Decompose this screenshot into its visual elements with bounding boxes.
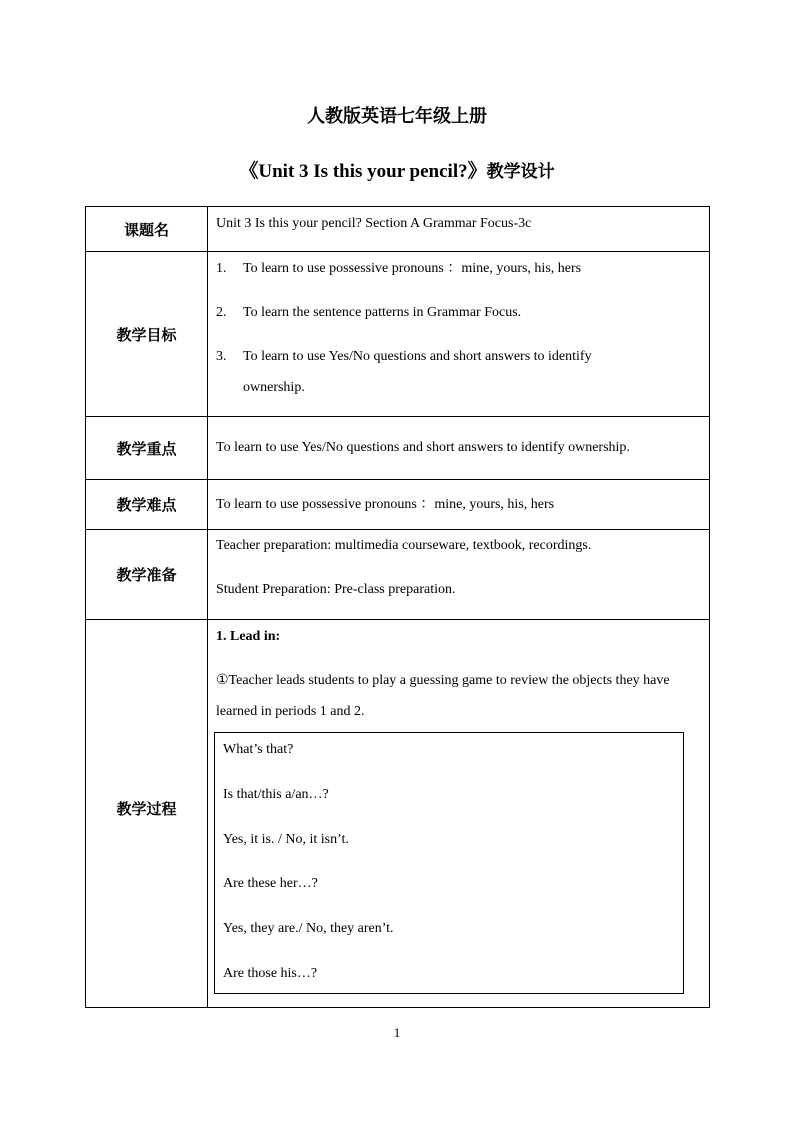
label-process: 教学过程	[86, 620, 208, 1008]
process-intro: ①Teacher leads students to play a guessing game to review the objects they have learned in periods 1 and 2.	[216, 673, 670, 719]
page-number: 1	[393, 1025, 401, 1040]
lesson-plan-table	[85, 206, 710, 1008]
teacher-preparation: Teacher preparation: multimedia courseware, textbook, recordings.	[216, 538, 592, 553]
key-points-text: To learn to use Yes/No questions and short answers to identify ownership.	[216, 440, 630, 455]
dialogue-box	[214, 732, 684, 994]
document-subtitle	[0, 158, 794, 186]
objective-item: 3. To learn to use Yes/No questions and short answers to identify ownership.	[216, 349, 592, 395]
row-objectives	[86, 252, 710, 417]
subtitle-chinese: 教学设计	[486, 162, 555, 182]
dialogue-line: Are those his…?	[223, 965, 318, 981]
row-preparation	[86, 530, 710, 620]
dialogue-line: Are these her…?	[223, 876, 318, 892]
row-key-points	[86, 417, 710, 480]
label-topic: 课题名	[86, 207, 208, 252]
dialogue-line: Yes, they are./ No, they aren’t.	[223, 921, 394, 937]
topic-text: Unit 3 Is this your pencil? Section A Grammar Focus-3c	[216, 216, 532, 231]
dialogue-line: Yes, it is. / No, it isn’t.	[223, 831, 349, 847]
row-difficulties	[86, 480, 710, 530]
row-topic	[86, 207, 710, 252]
subtitle-english: 《Unit 3 Is this your pencil?》	[239, 161, 487, 182]
objective-item: 2. To learn the sentence patterns in Grammar Focus.	[216, 305, 522, 320]
process-heading: 1. Lead in:	[216, 629, 281, 644]
label-key-points: 教学重点	[86, 417, 208, 480]
objective-item: 1. To learn to use possessive pronouns ：mine, yours, his, hers	[216, 261, 582, 276]
document-title: 人教版英语七年级上册	[307, 106, 487, 127]
dialogue-line: What’s that?	[223, 742, 294, 757]
label-preparation: 教学准备	[86, 530, 208, 620]
row-process	[86, 620, 710, 1008]
difficulties-text: To learn to use possessive pronouns ：mine, yours, his, hers	[216, 496, 555, 512]
label-difficulties: 教学难点	[86, 480, 208, 530]
dialogue-line: Is that/this a/an…?	[223, 786, 329, 802]
label-objectives: 教学目标	[86, 252, 208, 417]
objectives-list	[216, 259, 703, 403]
student-preparation: Student Preparation: Pre-class preparation.	[216, 582, 456, 597]
